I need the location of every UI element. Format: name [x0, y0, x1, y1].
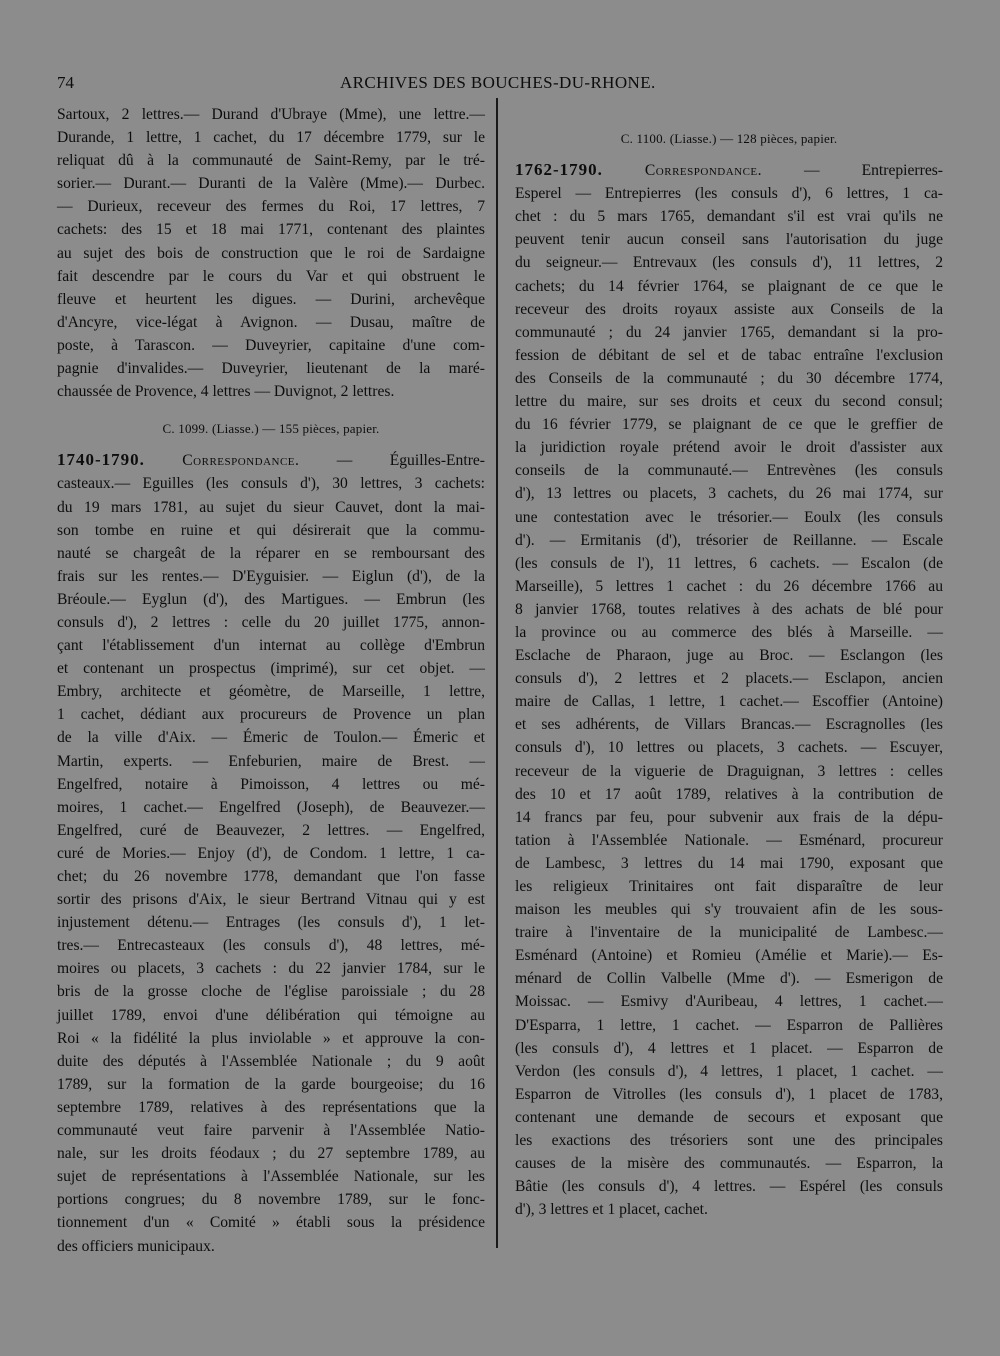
text-line: fession de débitant de sel et de tabac entraîne l'exclusion: [515, 346, 943, 364]
text-line: de Lambesc, 3 lettres du 14 mai 1790, exposant que: [515, 854, 943, 872]
text-line: ménard de Collin Valbelle (Mme d'). — Esmerigon de: [515, 970, 943, 988]
text-line: Moissac. — Esmivy d'Auribeau, 4 lettres, 1 cachet.—: [515, 993, 943, 1011]
text-line: Marseille), 5 lettres 1 cachet : du 26 décembre 1766 au: [515, 577, 943, 595]
text-line: sujet de représentations à l'Assemblée Nationale, sur les: [57, 1168, 485, 1186]
text-line: du 19 mars 1781, au sujet du sieur Cauvet, dont la mai-: [57, 498, 485, 516]
text-line: conseils de la communauté.— Entrevènes (les consuls: [515, 462, 943, 480]
right-cote: C. 1100. (Liasse.) — 128 pièces, papier.: [620, 131, 838, 146]
left-entry-heading-rest: — Éguilles-Entre-: [336, 452, 485, 470]
text-line: la juridiction royale prétend avoir le droit d'assister aux: [515, 439, 943, 457]
text-line: tionnement d'un « Comité » établi sous la présidence: [57, 1214, 485, 1232]
text-line: consuls d'), 2 lettres : celle du 20 juillet 1775, annon-: [57, 613, 485, 631]
text-line: consuls d'), 2 lettres et 2 placets.— Esclapon, ancien: [515, 670, 943, 688]
text-line: communauté ; du 24 janvier 1765, demandant si la pro-: [515, 323, 943, 341]
text-line: une contestation avec le trésorier.— Eoulx (les consuls: [515, 508, 943, 526]
left-column: [57, 103, 485, 1258]
text-line: maison les meubles qui s'y trouvaient afin de les sous-: [515, 901, 943, 919]
text-line: 14 francs par feu, pour subvenir aux frais de la dépu-: [515, 808, 943, 826]
text-line: Esparron de Vitrolles (les consuls d'), 1 placet de 1783,: [515, 1085, 943, 1103]
text-line: d'), 3 lettres et 1 placet, cachet.: [515, 1201, 708, 1219]
text-line: curé de Mories.— Enjoy (d'), de Condom. 1 lettre, 1 ca-: [57, 844, 485, 862]
text-line: poste, à Tarascon. — Duveyrier, capitaine d'une com-: [57, 336, 485, 354]
text-line: Embry, architecte et géomètre, de Marseille, 1 lettre,: [57, 683, 485, 701]
text-line: Roi « la fidélité la plus inviolable » et approuve la con-: [57, 1029, 485, 1047]
text-line: de la ville d'Aix. — Émeric de Toulon.— Émeric et: [57, 729, 485, 747]
text-line: Sartoux, 2 lettres.— Durand d'Ubraye (Mme), une lettre.—: [57, 106, 485, 123]
right-entry-heading-line: [515, 158, 943, 182]
text-line: Bréoule.— Eyglun (d'), des Martigues. — Embrun (les: [57, 590, 485, 608]
text-line: contenant une demande de secours et exposant que: [515, 1108, 943, 1126]
text-line: frais sur les rentes.— D'Eyguisier. — Eiglun (d'), de la: [57, 567, 485, 585]
text-line: nauté se chargeât de la réparer en se remboursant des: [57, 544, 485, 562]
text-line: du seigneur.— Entrevaux (les consuls d'), 11 lettres, 2: [515, 254, 943, 272]
right-entry: [515, 158, 943, 1221]
text-line: Engelfred, notaire à Pimoisson, 4 lettres ou mé-: [57, 775, 485, 793]
left-entry: [57, 448, 485, 1257]
text-line: sortir des prisons d'Aix, le sieur Bertrand Vitnau qui y est: [57, 891, 485, 909]
text-line: consuls d'), 10 lettres ou placets, 3 cachets. — Escuyer,: [515, 739, 943, 757]
text-line: d'), 13 lettres ou placets, 3 cachets, du 26 mai 1774, sur: [515, 485, 943, 503]
text-line: communauté veut faire parvenir à l'Assemblée Natio-: [57, 1122, 485, 1140]
left-entry-heading: Correspondance.: [182, 452, 300, 470]
text-line: chet : du 5 mars 1765, demandant s'il est vrai qu'ils ne: [515, 208, 943, 226]
text-line: Esclache de Pharaon, juge au Broc. — Esclangon (les: [515, 647, 943, 665]
running-head: ARCHIVES DES BOUCHES-DU-RHONE.: [340, 73, 656, 92]
right-entry-heading-rest: — Entrepierres-: [804, 162, 943, 180]
text-line: lettre du maire, sur ses droits et ceux du second consul;: [515, 393, 943, 411]
text-line: du 16 février 1779, se plaignant de ce que le greffier de: [515, 416, 943, 434]
text-line: sorier.— Durant.— Duranti de la Valère (Mme).— Durbec.: [57, 175, 485, 193]
text-line: D'Esparra, 1 lettre, 1 cachet. — Esparron de Pallières: [515, 1016, 943, 1034]
text-line: des 10 et 17 août 1789, relatives à la contribution de: [515, 785, 943, 803]
text-line: septembre 1789, relatives à des représentations que la: [57, 1098, 485, 1116]
text-line: Engelfred, curé de Beauvezer, 2 lettres. — Engelfred,: [57, 821, 485, 839]
text-line: la province ou au commerce des blés à Marseille. —: [515, 623, 943, 641]
text-line: d'). — Ermitanis (d'), trésorier de Reillanne. — Escale: [515, 531, 943, 549]
right-entry-dates: 1762-1790.: [515, 160, 603, 180]
page-number: 74: [57, 73, 74, 92]
text-line: Verdon (les consuls d'), 4 lettres, 1 placet, 1 cachet. —: [515, 1062, 943, 1080]
text-line: chet; du 26 novembre 1778, demandant que l'on fasse: [57, 868, 485, 885]
text-line: cachets: des 15 et 18 mai 1771, contenant des plaintes: [57, 221, 485, 239]
text-line: et contenant un prospectus (imprimé), sur cet objet. —: [57, 660, 485, 678]
text-line: çant l'établissement d'un internat au collège d'Embrun: [57, 637, 485, 655]
text-line: (les consuls de l'), 11 lettres, 6 cachets. — Escalon (de: [515, 554, 943, 572]
text-line: — Durieux, receveur des fermes du Roi, 17 lettres, 7: [57, 198, 485, 216]
text-line: des officiers municipaux.: [57, 1237, 215, 1255]
text-line: tres.— Entrecasteaux (les consuls d'), 48 lettres, mé-: [57, 937, 485, 955]
text-line: Bâtie (les consuls d'), 4 lettres. — Espérel (les consuls: [515, 1178, 943, 1196]
text-line: son tombe en ruine et qui désirerait que la commu-: [57, 521, 485, 539]
text-line: 1789, sur la formation de la garde bourgeoise; du 16: [57, 1075, 485, 1093]
text-line: causes de la misère des communautés. — Esparron, la: [515, 1155, 943, 1173]
text-line: Durande, 1 lettre, 1 cachet, du 17 décembre 1779, sur le: [57, 129, 485, 147]
text-line: Martin, experts. — Enfeburien, maire de Brest. —: [57, 752, 485, 770]
text-line: moires, 1 cachet.— Engelfred (Joseph), de Beauvezer.—: [57, 798, 485, 816]
text-line: casteaux.— Eguilles (les consuls d'), 30 lettres, 3 cachets:: [57, 475, 485, 493]
text-line: receveur des droits royaux assiste aux Conseils de la: [515, 300, 943, 318]
column-divider: [496, 98, 498, 1248]
text-line: les exactions des trésoriers sont une des principales: [515, 1132, 943, 1150]
text-line: Esperel — Entrepierres (les consuls d'), 6 lettres, 1 ca-: [515, 185, 943, 203]
text-line: 1 cachet, dédiant aux procureurs de Provence un plan: [57, 706, 485, 724]
text-line: Esménard (Antoine) et Romieu (Amélie et Marie).— Es-: [515, 947, 943, 965]
text-line: moires ou placets, 3 cachets : du 22 janvier 1784, sur le: [57, 960, 485, 978]
left-cote: C. 1099. (Liasse.) — 155 pièces, papier.: [162, 421, 380, 437]
text-line: d'Ancyre, vice-légat à Avignon. — Dusau, maître de: [57, 313, 485, 331]
text-line: (les consuls d'), 4 lettres et 1 placet. — Esparron de: [515, 1039, 943, 1057]
text-line: receveur de la viguerie de Draguignan, 3 lettres : celles: [515, 762, 943, 780]
text-line: cachets; du 14 février 1764, se plaignant de ce que le: [515, 277, 943, 295]
text-line: juillet 1789, envoi d'une délibération qui témoigne au: [57, 1006, 485, 1024]
text-line: maire de Callas, 1 lettre, 1 cachet.— Escoffier (Antoine): [515, 693, 943, 711]
text-line: pagnie d'invalides.— Duveyrier, lieutenant de la maré-: [57, 360, 485, 378]
text-line: injustement détenu.— Entrages (les consuls d'), 1 let-: [57, 914, 485, 932]
text-line: traire à l'inventaire de la municipalité de Lambesc.—: [515, 924, 943, 942]
text-line: fleuve et heurtent les digues. — Durini, archevêque: [57, 290, 485, 308]
right-entry-heading: Correspondance.: [644, 162, 763, 180]
right-column: [515, 127, 943, 1221]
text-line: au sujet des bois de construction que le roi de Sardaigne: [57, 244, 485, 262]
text-line: chaussée de Provence, 4 lettres — Duvignot, 2 lettres.: [57, 383, 395, 401]
text-line: duite des députés à l'Assemblée Nationale ; du 9 août: [57, 1052, 485, 1070]
left-entry-dates: 1740-1790.: [57, 450, 145, 470]
text-line: des Conseils de la communauté ; du 30 décembre 1774,: [515, 369, 943, 387]
text-line: bris de la grosse cloche de l'église paroissiale ; du 28: [57, 983, 485, 1001]
text-line: les religieux Trinitaires ont fait disparaître de leur: [515, 878, 943, 895]
text-line: 8 janvier 1768, toutes relatives à des achats de blé pour: [515, 600, 943, 618]
left-entry-heading-line: [57, 448, 485, 472]
text-line: portions congrues; du 8 novembre 1789, sur le fonc-: [57, 1191, 485, 1209]
text-line: et ses adhérents, de Villars Brancas.— Escragnolles (les: [515, 716, 943, 734]
text-line: reliquat dû à la communauté de Saint-Remy, par le tré-: [57, 152, 485, 170]
text-line: tation à l'Assemblée Nationale. — Esménard, procureur: [515, 831, 943, 849]
text-line: fait descendre par le cours du Var et qui obstruent le: [57, 267, 485, 285]
text-line: nale, sur les droits féodaux ; du 27 septembre 1789, au: [57, 1145, 485, 1163]
text-line: peuvent tenir aucun conseil sans l'autorisation du juge: [515, 231, 943, 249]
left-continuation: [57, 103, 485, 403]
